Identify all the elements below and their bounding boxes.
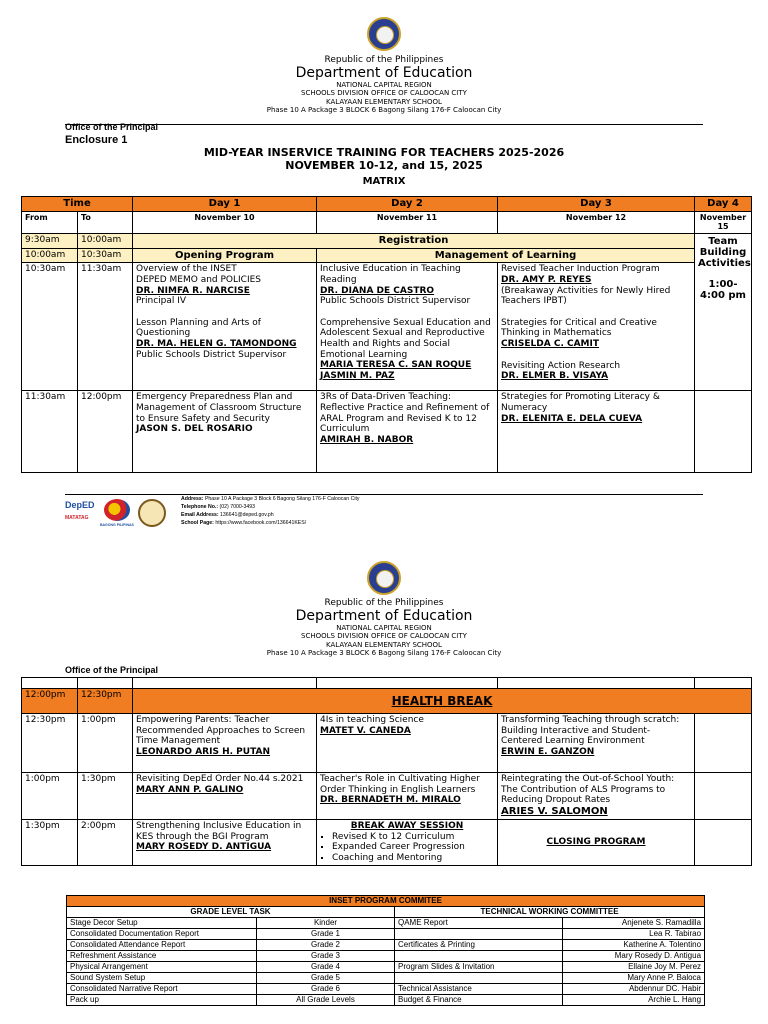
speaker-name: MATET V. CANEDA xyxy=(320,725,411,736)
r5-to: 12:30pm xyxy=(78,689,133,714)
committee-row xyxy=(67,940,705,951)
session-title: Revisiting Action Research xyxy=(501,360,621,371)
grade-cell: Kinder xyxy=(257,918,395,929)
speaker-name: MARY ROSEDY D. ANTIGUA xyxy=(136,842,272,853)
r6-day1-cell xyxy=(133,714,317,773)
task-cell: Stage Decor Setup xyxy=(67,918,257,929)
registration-label: Registration xyxy=(133,233,695,248)
session-title: Emergency Preparedness Plan and Management of Classroom Structure to Ensure Safety and Security xyxy=(136,392,302,424)
session-title: Revised Teacher Induction Program xyxy=(501,264,660,275)
management-of-learning-label: Management of Learning xyxy=(317,248,695,263)
speaker-name: DR. ELENITA E. DELA CUEVA xyxy=(501,413,643,424)
committee-row xyxy=(67,984,705,995)
twc-cell: Certificates & Printing xyxy=(395,940,563,951)
title-line-3: MATRIX xyxy=(362,176,406,188)
r5-from: 12:00pm xyxy=(22,689,78,714)
r8-from: 1:30pm xyxy=(22,820,78,866)
r6-day3-cell xyxy=(498,714,695,773)
grade-cell: Grade 4 xyxy=(257,962,395,973)
r6-day2-cell xyxy=(317,714,498,773)
task-cell: Physical Arrangement xyxy=(67,962,257,973)
session-title: Strategies for Critical and Creative Thinking in Mathematics xyxy=(501,317,657,339)
date-row xyxy=(22,211,752,233)
footer-divider xyxy=(65,494,703,495)
speaker-name: DR. AMY P. REYES xyxy=(501,275,592,285)
twc-cell xyxy=(395,929,563,940)
r8-day1-cell xyxy=(133,820,317,866)
r1-to: 10:00am xyxy=(78,233,133,248)
r3-day3-cell xyxy=(498,263,695,391)
school-line: KALAYAAN ELEMENTARY SCHOOL xyxy=(326,97,442,106)
day4-activity-title: Team Building Activities xyxy=(698,235,751,269)
speaker-role: Public Schools District Supervisor xyxy=(136,349,287,360)
r7-day4-cell xyxy=(695,773,752,820)
r7-day1-cell xyxy=(133,773,317,820)
header-divider xyxy=(65,124,703,125)
committee-row xyxy=(67,929,705,940)
session-title: Inclusive Education in Teaching Reading xyxy=(320,264,461,285)
opening-row xyxy=(22,248,752,263)
health-break-label: HEALTH BREAK xyxy=(133,689,752,714)
session-title: Lesson Planning and Arts of Questioning xyxy=(136,317,261,339)
day4-activity xyxy=(695,233,752,391)
republic-line: Republic of the Philippines xyxy=(324,598,444,608)
enclosure-label: Enclosure 1 xyxy=(65,134,128,146)
speaker-name: ARIES V. SALOMON xyxy=(501,805,608,817)
member-name-cell: Mary Anne P. Baloca xyxy=(563,973,705,984)
office-label: Office of the Principal xyxy=(65,122,159,132)
session-title: Strengthening Inclusive Education in KES through the BGI Program xyxy=(136,821,302,842)
training-matrix xyxy=(21,196,752,473)
r4-day2-cell xyxy=(317,391,498,473)
speaker-name: DR. DIANA DE CASTRO xyxy=(320,285,435,296)
twc-cell: QAME Report xyxy=(395,918,563,929)
session-title: Transforming Teaching through scratch: Building Interactive and Student-Centered Learning Environment xyxy=(501,715,680,747)
member-name-cell: Anjenete S. Ramadilla xyxy=(563,918,705,929)
committee-table xyxy=(66,895,705,1006)
session-row-1230 xyxy=(22,714,752,773)
day3-header: Day 3 xyxy=(498,197,695,212)
speaker-name: DR. BERNADETH M. MIRALO xyxy=(320,795,461,806)
division-line: SCHOOLS DIVISION OFFICE OF CALOOCAN CITY xyxy=(301,89,467,98)
r3-from: 10:30am xyxy=(22,263,78,391)
twc-cell xyxy=(395,951,563,962)
day4-header: Day 4 xyxy=(695,197,752,212)
session-title: Overview of the INSET xyxy=(136,264,237,275)
member-name-cell: Ellaine Joy M. Perez xyxy=(563,962,705,973)
committee-row xyxy=(67,962,705,973)
twc-head: TECHNICAL WORKING COMMITTEE xyxy=(395,907,705,918)
r4-to: 12:00pm xyxy=(78,391,133,473)
twc-cell xyxy=(395,973,563,984)
r6-from: 12:30pm xyxy=(22,714,78,773)
grade-cell: Grade 3 xyxy=(257,951,395,962)
member-name-cell: Lea R. Tabirao xyxy=(563,929,705,940)
task-cell: Pack up xyxy=(67,995,257,1006)
committee-body xyxy=(67,918,705,1006)
contact-block xyxy=(181,495,360,527)
republic-line: Republic of the Philippines xyxy=(324,55,444,65)
r7-from: 1:00pm xyxy=(22,773,78,820)
r8-day2-cell xyxy=(317,820,498,866)
r8-day4-cell xyxy=(695,820,752,866)
bagong-pilipinas-label: BAGONG PILIPINAS xyxy=(100,523,134,527)
division-line: SCHOOLS DIVISION OFFICE OF CALOOCAN CITY xyxy=(301,632,467,641)
day2-header: Day 2 xyxy=(317,197,498,212)
day-header-row xyxy=(22,197,752,212)
school-seal-icon xyxy=(138,499,166,527)
r7-to: 1:30pm xyxy=(78,773,133,820)
region-line: NATIONAL CAPITAL REGION xyxy=(336,624,432,633)
title-line-2: NOVEMBER 10-12, and 15, 2025 xyxy=(285,158,483,172)
spacer-row xyxy=(22,678,752,689)
committee-row xyxy=(67,951,705,962)
session-title: Reintegrating the Out-of-School Youth: The Contribution of ALS Programs to Reducing Dropout Rates xyxy=(501,774,675,806)
speaker-role: Principal IV xyxy=(136,296,187,307)
title-line-1: MID-YEAR INSERVICE TRAINING FOR TEACHERS 2025-2026 xyxy=(203,146,565,159)
speaker-name: DR. ELMER B. VISAYA xyxy=(501,371,609,382)
grade-cell: All Grade Levels xyxy=(257,995,395,1006)
to-header: To xyxy=(78,211,133,233)
bagong-pilipinas-icon xyxy=(104,499,130,521)
committee-row xyxy=(67,918,705,929)
session-title: Strategies for Promoting Literacy & Numeracy xyxy=(501,392,660,413)
member-name-cell: Archie L. Hang xyxy=(563,995,705,1006)
from-header: From xyxy=(22,211,78,233)
grade-cell: Grade 5 xyxy=(257,973,395,984)
break-away-item: ▪ Expanded Career Progression xyxy=(332,842,494,853)
session-title: DEPED MEMO and POLICIES xyxy=(136,275,262,285)
r2-from: 10:00am xyxy=(22,248,78,263)
break-away-title: BREAK AWAY SESSION xyxy=(350,821,464,831)
r4-from: 11:30am xyxy=(22,391,78,473)
time-header: Time xyxy=(22,197,133,212)
task-cell: Consolidated Documentation Report xyxy=(67,929,257,940)
speaker-name: JASON S. DEL ROSARIO xyxy=(136,424,253,435)
session-title: 3Rs of Data-Driven Teaching: Reflective Practice and Refinement of ARAL Program and Revised K to 12 Curriculum xyxy=(320,392,490,435)
office-label: Office of the Principal xyxy=(65,665,159,675)
committee-row xyxy=(67,995,705,1006)
grade-cell: Grade 1 xyxy=(257,929,395,940)
session-row-100 xyxy=(22,773,752,820)
session-row-130 xyxy=(22,820,752,866)
task-cell: Refreshment Assistance xyxy=(67,951,257,962)
region-line: NATIONAL CAPITAL REGION xyxy=(336,81,432,90)
day4-activity-time: 1:00-4:00 pm xyxy=(700,278,746,301)
letterhead xyxy=(0,598,768,657)
session-title: Comprehensive Sexual Education and Adolescent Sexual and Reproductive Health and Rights and Social Emotional Learning xyxy=(320,317,491,360)
letterhead xyxy=(0,55,768,114)
r4-day1-cell xyxy=(133,391,317,473)
committee-row xyxy=(67,973,705,984)
session-note: (Breakaway Activities for Newly Hired Teachers IPBT) xyxy=(501,285,671,307)
session-row-1130 xyxy=(22,391,752,473)
speaker-name: AMIRAH B. NABOR xyxy=(320,434,414,445)
member-name-cell: Abdennur DC. Habir xyxy=(563,984,705,995)
grade-cell: Grade 2 xyxy=(257,940,395,951)
break-away-item: ▪ Revised K to 12 Curriculum xyxy=(332,832,494,843)
r4-day4-cell xyxy=(695,391,752,473)
speaker-role: Public Schools District Supervisor xyxy=(320,296,471,307)
r2-to: 10:30am xyxy=(78,248,133,263)
department-name: Department of Education xyxy=(295,65,473,82)
session-row-1030 xyxy=(22,263,752,391)
r4-day3-cell xyxy=(498,391,695,473)
r7-day3-cell xyxy=(498,773,695,820)
speaker-name: MARIA TERESA C. SAN ROQUE xyxy=(320,360,472,371)
committee-title-row xyxy=(67,896,705,907)
address-line: Phase 10 A Package 3 BLOCK 6 Bagong Silang 176-F Caloocan City xyxy=(266,105,502,114)
deped-seal-icon xyxy=(367,17,401,51)
session-title: 4Is in teaching Science xyxy=(320,715,424,725)
registration-row xyxy=(22,233,752,248)
twc-cell: Budget & Finance xyxy=(395,995,563,1006)
committee-title: INSET PROGRAM COMMITEE xyxy=(67,896,705,907)
speaker-name: DR. NIMFA R. NARCISE xyxy=(136,285,250,296)
grade-level-task-head: GRADE LEVEL TASK xyxy=(67,907,395,918)
department-name: Department of Education xyxy=(295,608,473,625)
contact-address: Address: Phase 10 A Package 3 Block 6 Bagong Silang 176-F Caloocan City xyxy=(181,496,360,502)
task-cell: Consolidated Narrative Report xyxy=(67,984,257,995)
matatag-logo: MATATAG xyxy=(65,515,89,521)
speaker-name: CRISELDA C. CAMIT xyxy=(501,339,600,350)
r3-to: 11:30am xyxy=(78,263,133,391)
r6-to: 1:00pm xyxy=(78,714,133,773)
training-matrix-continued xyxy=(21,677,752,866)
r6-day4-cell xyxy=(695,714,752,773)
r1-from: 9:30am xyxy=(22,233,78,248)
speaker-name: ERWIN E. GANZON xyxy=(501,746,595,757)
twc-cell: Technical Assistance xyxy=(395,984,563,995)
speaker-name: JASMIN M. PAZ xyxy=(320,370,395,381)
day4-date: November 15 xyxy=(695,211,752,233)
day1-header: Day 1 xyxy=(133,197,317,212)
task-cell: Sound System Setup xyxy=(67,973,257,984)
day1-date: November 10 xyxy=(133,211,317,233)
r8-to: 2:00pm xyxy=(78,820,133,866)
contact-phone: Telephone No.: (02) 7000-3493 xyxy=(181,504,256,510)
r7-day2-cell xyxy=(317,773,498,820)
speaker-name: LEONARDO ARIS H. PUTAN xyxy=(136,746,271,757)
session-title: Empowering Parents: Teacher Recommended Approaches to Screen Time Management xyxy=(136,715,306,747)
deped-logo: DepED xyxy=(65,500,95,510)
closing-program-label: CLOSING PROGRAM xyxy=(498,820,695,866)
session-title: Revisiting DepEd Order No.44 s.2021 xyxy=(136,774,304,784)
r3-day1-cell xyxy=(133,263,317,391)
contact-email: Email Address: 136641@deped.gov.ph xyxy=(181,512,274,518)
member-name-cell: Katherine A. Tolentino xyxy=(563,940,705,951)
health-break-row xyxy=(22,689,752,714)
break-away-list xyxy=(320,832,494,864)
member-name-cell: Mary Rosedy D. Antigua xyxy=(563,951,705,962)
document-title xyxy=(0,147,768,188)
break-away-item: ▪ Coaching and Mentoring xyxy=(332,853,494,864)
day3-date: November 12 xyxy=(498,211,695,233)
school-line: KALAYAAN ELEMENTARY SCHOOL xyxy=(326,640,442,649)
address-line: Phase 10 A Package 3 BLOCK 6 Bagong Silang 176-F Caloocan City xyxy=(266,648,502,657)
task-cell: Consolidated Attendance Report xyxy=(67,940,257,951)
deped-seal-icon xyxy=(367,561,401,595)
twc-cell: Program Slides & Invitation xyxy=(395,962,563,973)
opening-program-label: Opening Program xyxy=(133,248,317,263)
speaker-name: MARY ANN P. GALINO xyxy=(136,784,244,795)
day2-date: November 11 xyxy=(317,211,498,233)
committee-head-row xyxy=(67,907,705,918)
speaker-name: DR. MA. HELEN G. TAMONDONG xyxy=(136,339,297,350)
grade-cell: Grade 6 xyxy=(257,984,395,995)
session-title: Teacher's Role in Cultivating Higher Order Thinking in English Learners xyxy=(320,774,480,795)
r3-day2-cell xyxy=(317,263,498,391)
contact-page[interactable]: School Page: https://www.facebook.com/136641KES/ xyxy=(181,520,307,526)
